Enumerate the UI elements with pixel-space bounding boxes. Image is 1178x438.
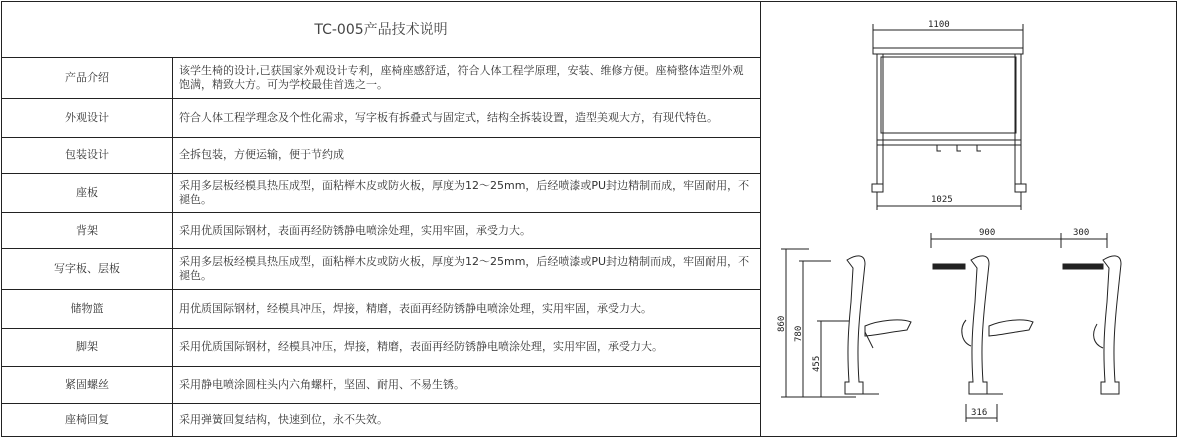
spec-row (2, 213, 761, 249)
spec-row (2, 289, 761, 328)
row-label: 包装设计 (2, 137, 173, 173)
dim-top-width-label: 1100 (928, 20, 950, 30)
spec-row (2, 366, 761, 404)
spec-row (2, 58, 761, 99)
row-label: 脚架 (2, 328, 173, 366)
row-label: 紧固螺丝 (2, 366, 173, 404)
row-description: 采用多层板经模具热压成型，面粘榉木皮或防火板，厚度为12～25mm，后经喷漆或PU封边精制而成，牢固耐用，不褪色。 (173, 173, 761, 213)
dim-bottom-width-label: 1025 (931, 195, 953, 205)
row-label: 座板 (2, 173, 173, 213)
row-label: 写字板、层板 (2, 249, 173, 290)
spec-table (1, 1, 761, 437)
spec-row (2, 404, 761, 437)
spec-row (2, 328, 761, 366)
row-description: 该学生椅的设计,已获国家外观设计专利，座椅座感舒适，符合人体工程学原理，安装、维修方便。座椅整体造型外观饱满，精致大方。可为学校最佳首选之一。 (173, 58, 761, 99)
row-description: 符合人体工程学理念及个性化需求，写字板有拆叠式与固定式，结构全拆装设置，造型美观大方，有现代特色。 (173, 99, 761, 138)
row-description: 全拆包装，方便运输，便于节约成 (173, 137, 761, 173)
dim-total-height-label: 860 (777, 315, 787, 332)
row-description: 采用多层板经模具热压成型，面粘榉木皮或防火板，厚度为12～25mm，后经喷漆或PU封边精制而成，牢固耐用，不褪色。 (173, 249, 761, 290)
technical-drawing-panel (761, 1, 1177, 437)
spec-row (2, 137, 761, 173)
spec-row (2, 173, 761, 213)
side-view (781, 233, 1121, 422)
row-description: 采用弹簧回复结构，快速到位，永不失效。 (173, 404, 761, 437)
row-label: 座椅回复 (2, 404, 173, 437)
row-label: 背架 (2, 213, 173, 249)
dim-base-width-label: 316 (971, 408, 988, 418)
row-description: 采用优质国际钢材，经模具冲压，焊接，精磨，表面再经防锈静电喷涂处理，实用牢固，承受力大。 (173, 328, 761, 366)
spec-row (2, 249, 761, 290)
row-label: 产品介绍 (2, 58, 173, 99)
row-description: 采用静电喷涂圆柱头内六角螺杆，坚固、耐用、不易生锈。 (173, 366, 761, 404)
row-description: 用优质国际钢材，经模具冲压，焊接，精磨，表面再经防锈静电喷涂处理，实用牢固，承受力大。 (173, 289, 761, 328)
row-description: 采用优质国际钢材，表面再经防锈静电喷涂处理，实用牢固，承受力大。 (173, 213, 761, 249)
spec-row (2, 99, 761, 138)
document-title: TC-005产品技术说明 (2, 2, 761, 58)
dim-row-spacing-label: 900 (979, 228, 996, 238)
dim-back-height-label: 780 (794, 325, 804, 342)
dim-seat-height-label: 455 (812, 355, 822, 372)
row-label: 外观设计 (2, 99, 173, 138)
chair-dimension-drawing (761, 2, 1177, 438)
row-label: 储物篮 (2, 289, 173, 328)
front-view (872, 24, 1026, 210)
dim-desk-depth-label: 300 (1073, 228, 1090, 238)
